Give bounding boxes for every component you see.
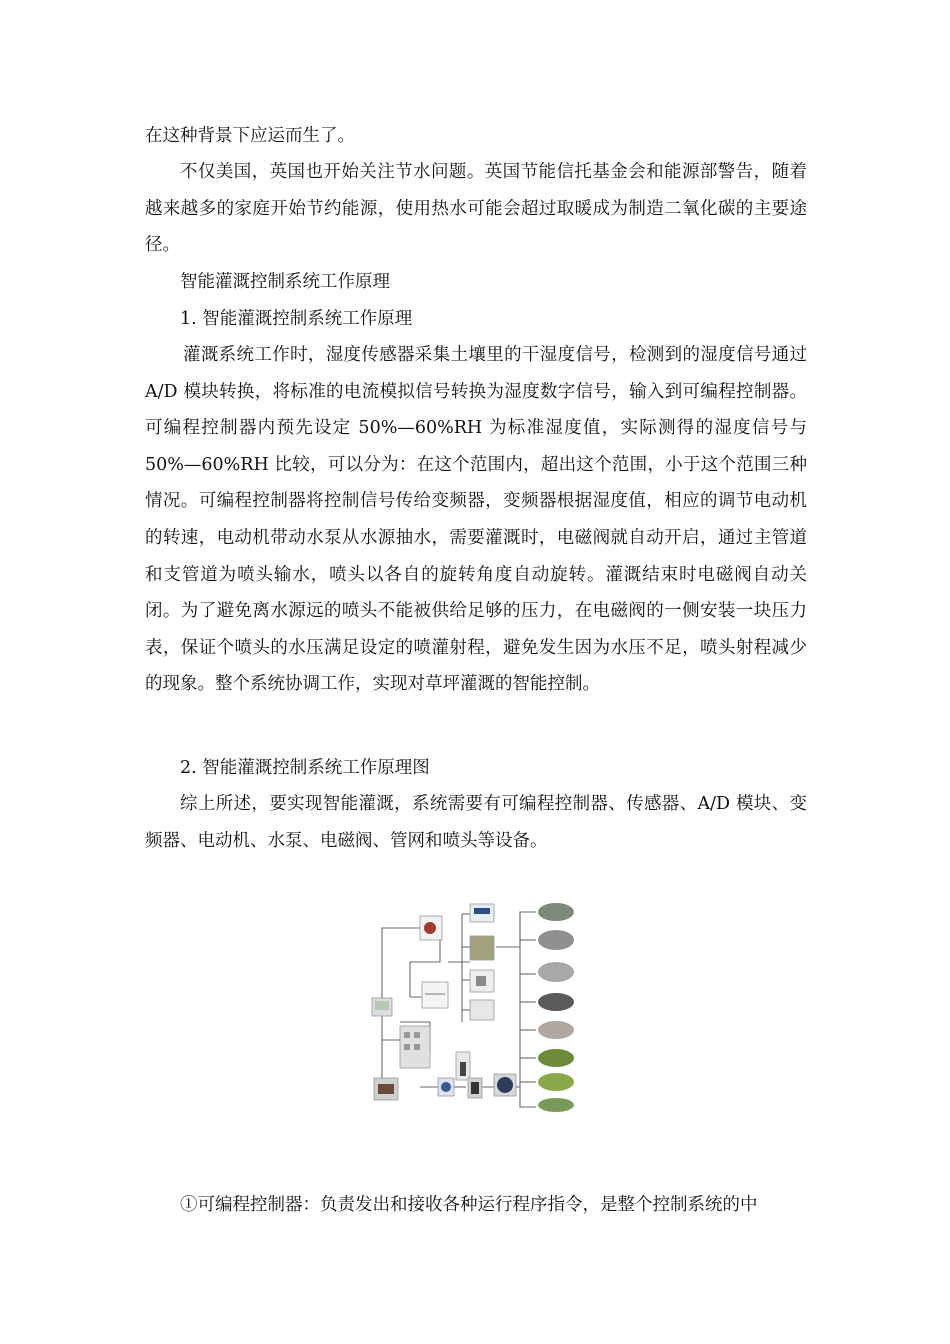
section-heading: 智能灌溉控制系统工作原理 <box>180 272 390 292</box>
sprinkler-photos <box>538 903 574 1112</box>
diagram-svg <box>370 902 582 1112</box>
paragraph-working-principle: 灌溉系统工作时，湿度传感器采集土壤里的干湿度信号，检测到的湿度信号通过 A/D 模块转换，将标准的电流模拟信号转换为湿度数字信号，输入到可编程控制器。可编程控制器内预先设定 50%—60%RH 为标准湿度值，实际测得的湿度信号与 50%—60%RH 比较，可以分为：在这个范围内，超出这个范围，小于这个范围三种情况。可编程控制器将控制信号传给变频器，变频器根据湿度值，相应的调节电动机的转速，电动机带动水泵从水源抽水，需要灌溉时，电磁阀就自动开启，通过主管道和支管道为喷头输水，喷头以各自的旋转角度自动旋转。灌溉结束时电磁阀自动关闭。为了避免离水源远的喷头不能被供给足够的压力，在电磁阀的一侧安装一块压力表，保证个喷头的水压满足设定的喷灌射程，避免发生因为水压不足，喷头射程减少的现象。整个系统协调工作，实现对草坪灌溉的智能控制。 <box>145 345 807 695</box>
paragraph-uk-water: 不仅美国，英国也开始关注节水问题。英国节能信托基金会和能源部警告，随着越来越多的家庭开始节约能源，使用热水可能会超过取暖成为制造二氧化碳的主要途径。 <box>145 162 807 256</box>
device-thumbnails <box>372 904 516 1100</box>
paragraph-summary: 综上所述，要实现智能灌溉，系统需要有可编程控制器、传感器、A/D 模块、变频器、电动机、水泵、电磁阀、管网和喷头等设备。 <box>145 794 807 851</box>
system-principle-diagram <box>370 902 582 1112</box>
subsection-heading-2: 2. 智能灌溉控制系统工作原理图 <box>180 758 430 778</box>
paragraph-intro-end: 在这种背景下应运而生了。 <box>145 126 355 146</box>
paragraph-plc: ①可编程控制器：负责发出和接收各种运行程序指令，是整个控制系统的中 <box>180 1195 758 1215</box>
subsection-heading-1: 1. 智能灌溉控制系统工作原理 <box>180 309 413 329</box>
